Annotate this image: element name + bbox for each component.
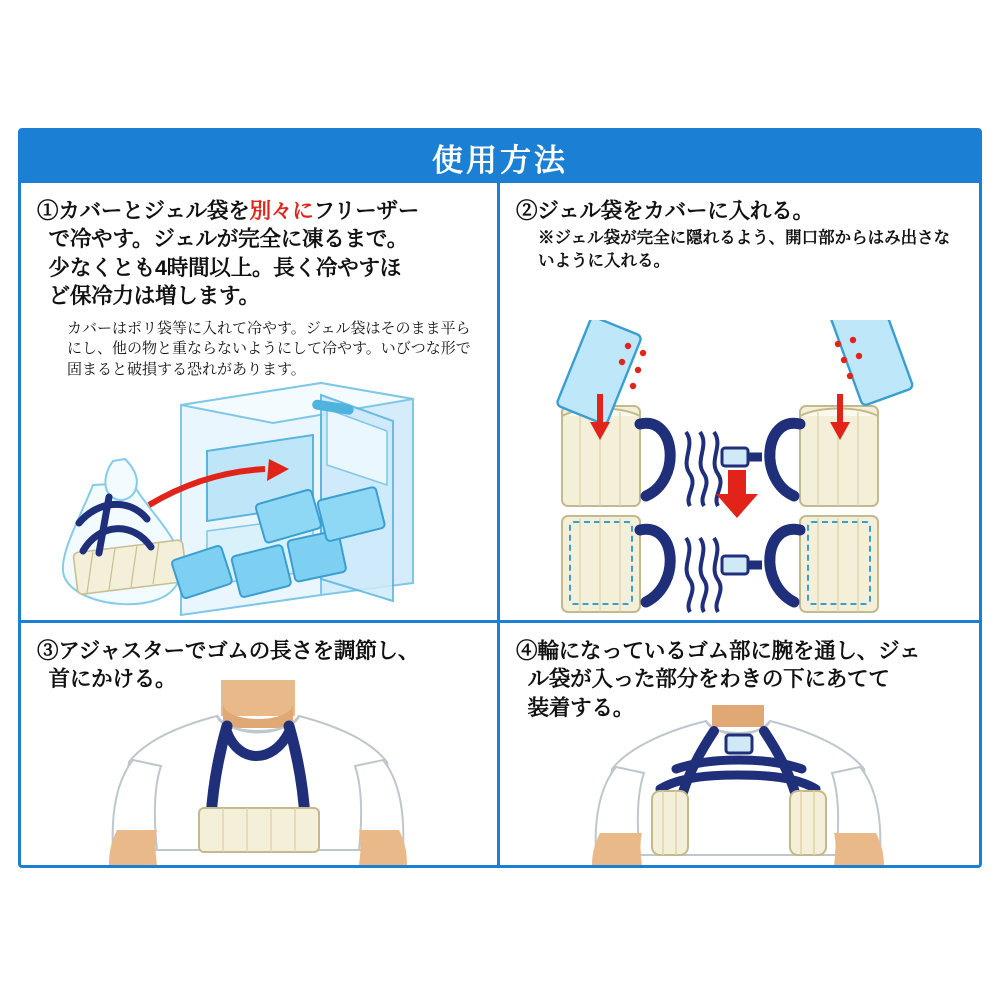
- strap-assembly-top: [640, 423, 800, 506]
- step-1-number: ①: [37, 199, 59, 223]
- cover-left-filled: [562, 516, 640, 612]
- panel-step-4: [500, 623, 979, 865]
- header-bar: [21, 131, 979, 183]
- strap-assembly-bottom: [640, 529, 800, 612]
- step-1-line-3: 少なくとも4時間以上。長く冷やすほ: [37, 255, 402, 280]
- step-3-artwork: [21, 680, 497, 865]
- step-1-artwork: [21, 365, 497, 620]
- step-2-number: ②: [516, 199, 538, 223]
- step-3-number: ③: [37, 639, 59, 663]
- step-2-sub-note: ※ジェル袋が完全に隠れるよう、開口部からはみ出さないように入れる。: [538, 229, 951, 270]
- cover-band-front: [199, 808, 319, 852]
- step-2-text: [516, 197, 963, 225]
- step-1-line-1b: フリーザー: [313, 199, 420, 223]
- step-4-number: ④: [516, 639, 538, 663]
- step-4-line-3: 装着する。: [516, 695, 635, 720]
- step-4-line-2: ル袋が入った部分をわきの下にあてて: [516, 667, 890, 692]
- step-3-line-2: 首にかける。: [37, 667, 177, 692]
- step-1-highlight: 別々に: [249, 199, 314, 223]
- panel-step-2: [500, 183, 979, 623]
- cover-in-poly-bag: [63, 459, 187, 604]
- adjuster-buckle: [726, 735, 752, 753]
- panel-step-3: [21, 623, 500, 865]
- step-1-line-2: で冷やす。ジェルが完全に凍るまで。: [37, 227, 409, 252]
- cover-pouch-left: [652, 791, 688, 855]
- cover-right-filled: [800, 516, 878, 612]
- page-title: 使用方法: [432, 142, 568, 178]
- step-4-line-1: 輪になっているゴム部に腕を通し、ジェ: [537, 639, 921, 663]
- step-2-line-1: ジェル袋をカバーに入れる。: [537, 199, 814, 223]
- step-3-line-1: アジャスターでゴムの長さを調節し、: [58, 639, 420, 663]
- gel-pack-right: [830, 320, 914, 406]
- panel-step-1: [21, 183, 500, 623]
- instruction-frame: [18, 128, 982, 868]
- step-4-artwork: [500, 705, 979, 865]
- steps-grid: [21, 183, 979, 865]
- cover-pouch-right: [790, 791, 826, 855]
- step-1-text: [37, 197, 481, 311]
- step-1-line-1a: カバーとジェル袋を: [58, 199, 250, 223]
- step-flow-arrow-icon: [716, 470, 758, 518]
- step-1-line-4: ど保冷力は増します。: [37, 284, 260, 309]
- step-1-fine-note: カバーはポリ袋等に入れて冷やす。ジェル袋はそのまま平らにし、他の物と重ならないようにして冷やす。いびつな形で固まると破損する恐れがあります。: [67, 319, 471, 378]
- step-2-artwork: [500, 320, 979, 620]
